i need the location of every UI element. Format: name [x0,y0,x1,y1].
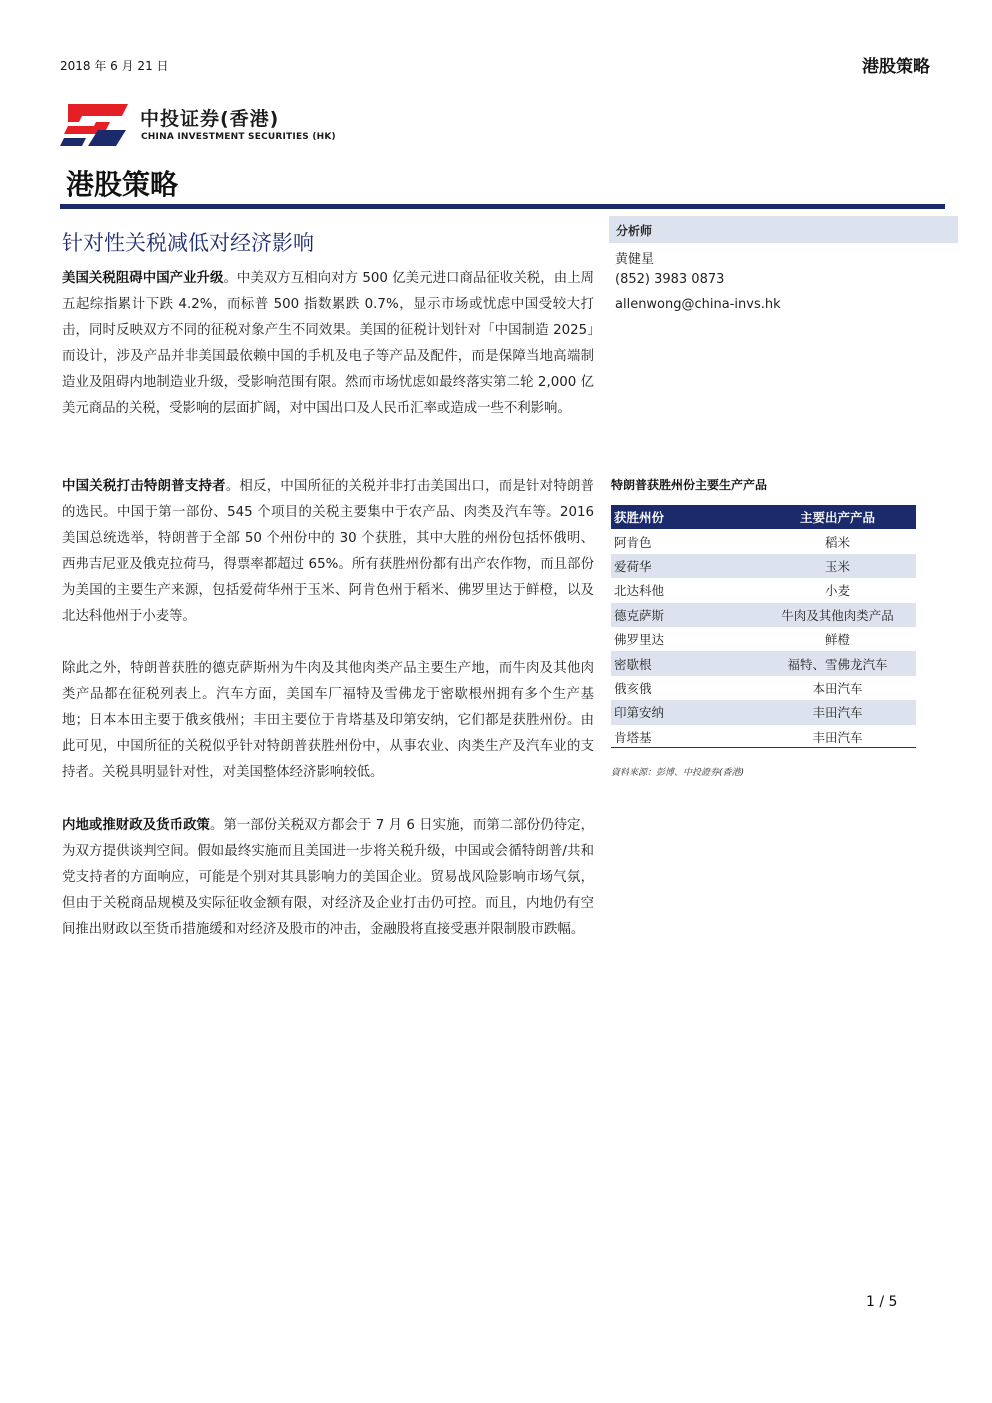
report-date: 2018 年 6 月 21 日 [60,59,169,73]
table-row [611,651,916,675]
state-cell: 北达科他 [614,583,665,599]
logo-mark-icon [60,100,132,148]
column-header-state: 获胜州份 [614,510,665,526]
paragraph [62,474,594,630]
table-caption: 特朗普获胜州份主要生产产品 [611,478,768,492]
table-row [611,529,916,553]
section-title: 港股策略 [66,168,179,201]
paragraph [62,813,594,943]
paragraph-lead: 内地或推财政及货币政策 [62,818,210,833]
states-products-table [611,505,916,749]
product-cell: 稻米 [824,534,850,550]
state-cell: 密歇根 [614,656,652,672]
paragraph [62,656,594,786]
table-row [611,725,916,749]
state-cell: 佛罗里达 [614,632,665,648]
page-number: 1 / 5 [866,1294,898,1310]
table-row [611,676,916,700]
analyst-heading: 分析师 [616,224,653,238]
header-section-tag: 港股策略 [862,57,930,77]
product-cell: 丰田汽车 [812,705,863,721]
paragraph [62,266,594,422]
paragraph-lead: 中国关税打击特朗普支持者 [62,479,226,494]
paragraph-body: 。第一部份关税双方都会于 7 月 6 日实施，而第二部份仍待定，为双方提供谈判空间。假如最终实施而且美国进一步将关税升级，中国或会循特朗普/共和党支持者的方面响应，可能是个别对其具影响力的美国企业。贸易战风险影响市场气氛，但由于关税商品规模及实际征收金额有限，对经济及企业打击仍可控。而且，内地仍有空间推出财政以至货币措施缓和对经济及股市的冲击，金融股将直接受惠并限制股市跌幅。 [62,818,594,937]
logo-company-name-en: CHINA INVESTMENT SECURITIES (HK) [141,132,336,142]
state-cell: 爱荷华 [614,558,652,574]
product-cell: 小麦 [824,583,850,599]
logo-company-name-cn: 中投证券(香港) [140,108,280,130]
state-cell: 肯塔基 [614,729,652,745]
paragraph-body: 。相反，中国所征的关税并非打击美国出口，而是针对特朗普的选民。中国于第一部份、545 个项目的关税主要集中于农产品、肉类及汽车等。2016 美国总统选举，特朗普于全部 50 个州份中的 30 个获胜，其中大胜的州份包括怀俄明、西弗吉尼亚及俄克拉荷马，得票率都超过 65%。所有获胜州份都有出产农作物，而且部份为美国的主要生产来源，包括爱荷华州于玉米、阿肯色州于稻米、佛罗里达于鲜橙，以及北达科他州于小麦等。 [62,479,595,624]
state-cell: 德克萨斯 [614,607,665,623]
state-cell: 印第安纳 [614,705,665,721]
state-cell: 俄亥俄 [614,680,652,696]
table-row [611,700,916,724]
paragraph-lead: 美国关税阻碍中国产业升级 [62,271,224,286]
analyst-name: 黄健星 [615,252,655,267]
analyst-email[interactable]: allenwong@china-invs.hk [615,297,781,312]
product-cell: 玉米 [824,558,850,574]
article-title: 针对性关税减低对经济影响 [62,231,314,255]
table-bottom-rule [611,747,916,748]
state-cell: 阿肯色 [614,534,652,550]
table-row [611,627,916,651]
paragraph-body: 。中美双方互相向对方 500 亿美元进口商品征收关税，由上周五起综指累计下跌 4.2%，而标普 500 指数累跌 0.7%，显示市场或忧虑中国受较大打击，同时反映双方不同的征税对象产生不同效果。美国的征税计划针对「中国制造 2025」而设计，涉及产品并非美国最依赖中国的手机及电子等产品及配件，而是保障当地高端制造业及阻碍内地制造业升级，受影响范围有限。然而市场忧虑如最终落实第二轮 2,000 亿美元商品的关税，受影响的层面扩阔，对中国出口及人民币汇率或造成一些不利影响。 [62,271,594,416]
table-row [611,603,916,627]
product-cell: 福特、雪佛龙汽车 [787,656,888,672]
analyst-header-bar [609,216,958,243]
table-source-note: 資料來源：彭博、中投證券(香港) [611,768,745,778]
product-cell: 丰田汽车 [812,729,863,745]
title-divider [60,204,945,209]
table-row [611,578,916,602]
analyst-phone: (852) 3983 0873 [615,272,725,287]
table-header-row [611,505,916,529]
paragraph-body: 除此之外，特朗普获胜的德克萨斯州为牛肉及其他肉类产品主要生产地，而牛肉及其他肉类产品都在征税列表上。汽车方面，美国车厂福特及雪佛龙于密歇根州拥有多个生产基地；日本本田主要于俄亥俄州；丰田主要位于肯塔基及印第安纳，它们都是获胜州份。由此可见，中国所征的关税似乎针对特朗普获胜州份中，从事农业、肉类生产及汽车业的支持者。关税具明显针对性，对美国整体经济影响较低。 [62,661,594,780]
product-cell: 本田汽车 [812,680,863,696]
column-header-product: 主要出产产品 [799,510,875,526]
product-cell: 鲜橙 [824,632,850,648]
product-cell: 牛肉及其他肉类产品 [781,607,894,623]
table-row [611,554,916,578]
